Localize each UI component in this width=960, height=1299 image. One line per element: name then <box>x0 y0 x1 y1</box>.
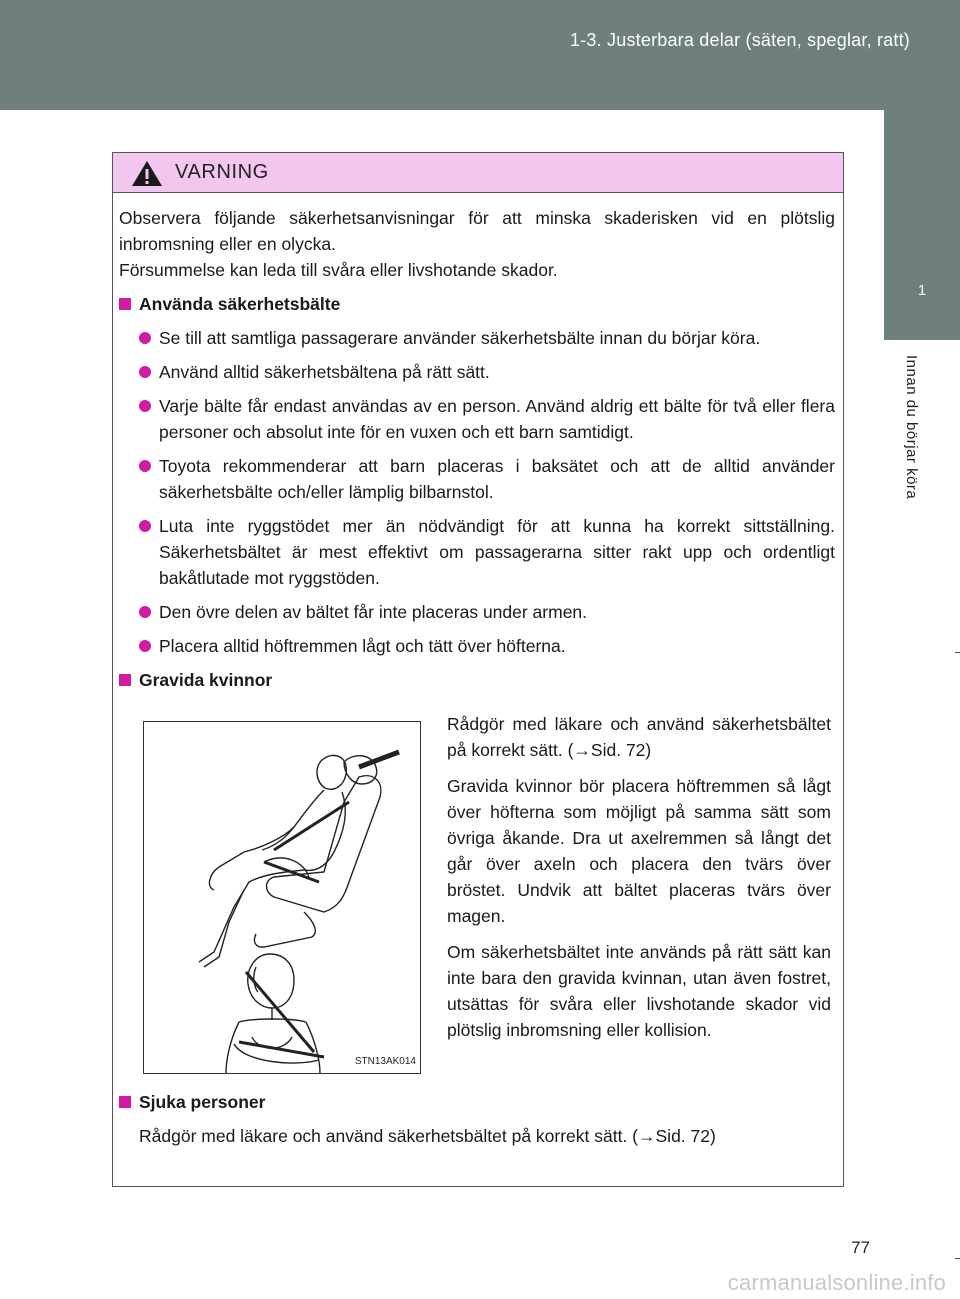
list-item: Toyota rekommenderar att barn placeras i baksätet och att de alltid använder säkerhetsbälte och/eller lämplig bilbarnstol. <box>119 453 835 505</box>
page-number: 77 <box>851 1238 870 1257</box>
section-title: 1-3. Justerbara delar (säten, speglar, ratt) <box>570 30 910 50</box>
bullet-dot-icon <box>139 520 151 532</box>
figure-code: STN13AK014 <box>354 1056 416 1067</box>
chapter-label: Innan du börjar köra <box>903 355 920 500</box>
list-item: Se till att samtliga passagerare använder säkerhetsbälte innan du börjar köra. <box>119 325 835 351</box>
section-heading: Sjuka personer <box>119 1089 835 1115</box>
warning-title: VARNING <box>175 161 269 183</box>
pregnant-text <box>447 711 831 1053</box>
header-bar <box>0 0 960 110</box>
chapter-number: 1 <box>917 282 927 299</box>
paragraph: Rådgör med läkare och använd säkerhetsbältet på korrekt sätt. (→Sid. 72) <box>447 714 831 760</box>
section-heading: Gravida kvinnor <box>119 667 835 693</box>
list-item: Luta inte ryggstödet mer än nödvändigt för att kunna ha korrekt sittställning. Säkerhetsbältet är mest effektivt om passagerarna sitter rakt upp och ordentligt bakåtlutade mot ryggstöden. <box>119 513 835 591</box>
bullet-dot-icon <box>139 606 151 618</box>
square-bullet-icon <box>119 674 131 686</box>
list-item: Använd alltid säkerhetsbältena på rätt sätt. <box>119 359 835 385</box>
bullet-dot-icon <box>139 332 151 344</box>
square-bullet-icon <box>119 298 131 310</box>
bullet-dot-icon <box>139 640 151 652</box>
seatbelt-illustration <box>143 721 421 1074</box>
warning-icon <box>131 159 163 187</box>
pregnant-section <box>119 701 835 1071</box>
list-item: Varje bälte får endast användas av en person. Använd aldrig ett bälte för två eller flera personer och absolut inte för en vuxen och ett barn samtidigt. <box>119 393 835 445</box>
bullet-list <box>119 325 835 659</box>
warning-content <box>119 205 835 1149</box>
bullet-dot-icon <box>139 400 151 412</box>
edge-mark <box>955 652 960 653</box>
warning-header <box>113 153 843 193</box>
intro-text-2: Försummelse kan leda till svåra eller livshotande skador. <box>119 260 558 280</box>
paragraph: Gravida kvinnor bör placera höftremmen så lågt över höfterna som möjligt på samma sätt som övriga åkande. Dra ut axelremmen så långt det går över axeln och placera den tvärs över bröstet. Undvik att bältet placeras tvärs över magen. <box>447 776 831 926</box>
sick-persons-text: Rådgör med läkare och använd säkerhetsbältet på korrekt sätt. (→Sid. 72) <box>139 1126 716 1146</box>
paragraph: Om säkerhetsbältet inte används på rätt sätt kan inte bara den gravida kvinnan, utan även fostret, utsättas för svåra eller livshotande skador vid plötslig inbromsning eller kollision. <box>447 942 831 1040</box>
list-item: Placera alltid höftremmen lågt och tätt över höfterna. <box>119 633 835 659</box>
bullet-dot-icon <box>139 366 151 378</box>
square-bullet-icon <box>119 1096 131 1108</box>
warning-box <box>112 152 844 1187</box>
intro-text: Observera följande säkerhetsanvisningar för att minska skaderisken vid en plötslig inbromsning eller en olycka. <box>119 208 835 254</box>
section-heading: Använda säkerhetsbälte <box>119 291 835 317</box>
list-item: Den övre delen av bältet får inte placeras under armen. <box>119 599 835 625</box>
bullet-dot-icon <box>139 460 151 472</box>
edge-mark <box>955 1258 960 1259</box>
pregnant-woman-illustration <box>144 722 420 1073</box>
watermark-text: carmanualsonline.info <box>727 1270 946 1295</box>
chapter-tab[interactable] <box>884 110 960 340</box>
